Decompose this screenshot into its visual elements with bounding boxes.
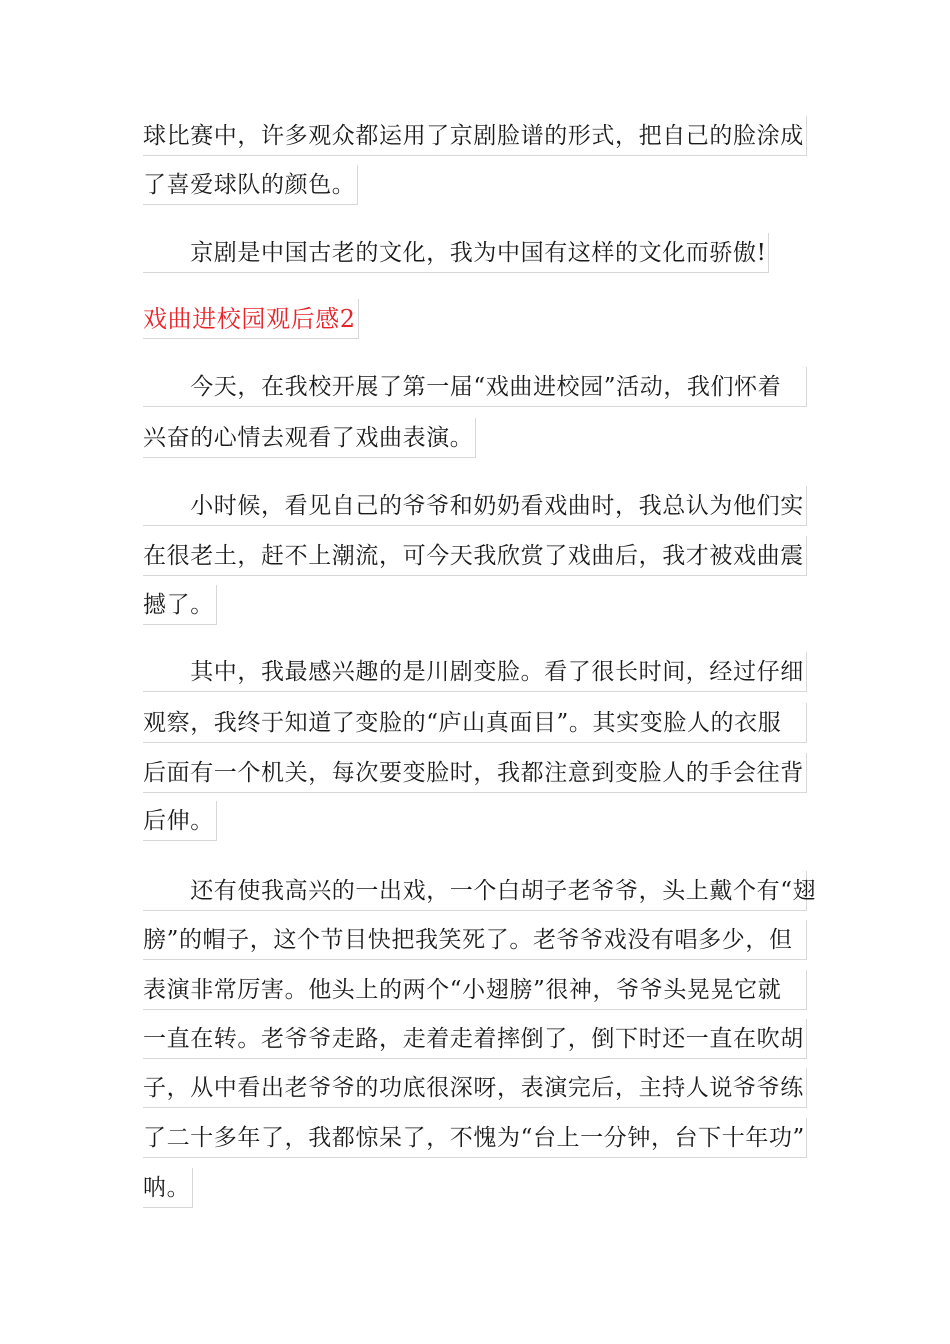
text-line: 京剧是中国古老的文化，我为中国有这样的文化而骄傲! — [143, 233, 769, 273]
text-line: 还有使我高兴的一出戏，一个白胡子老爷爷，头上戴个有“翅 — [143, 871, 807, 911]
text-line: 今天，在我校开展了第一届“戏曲进校园”活动，我们怀着 — [143, 367, 807, 407]
section-heading: 戏曲进校园观后感2 — [143, 299, 359, 339]
text-line: 膀”的帽子，这个节目快把我笑死了。老爷爷戏没有唱多少，但 — [143, 920, 807, 960]
text-line: 其中，我最感兴趣的是川剧变脸。看了很长时间，经过仔细 — [143, 652, 807, 692]
text-line: 撼了。 — [143, 585, 217, 625]
text-line: 了二十多年了，我都惊呆了，不愧为“台上一分钟，台下十年功” — [143, 1118, 807, 1158]
text-line: 了喜爱球队的颜色。 — [143, 165, 358, 205]
text-line: 表演非常厉害。他头上的两个“小翅膀”很神，爷爷头晃晃它就 — [143, 970, 807, 1010]
text-line: 子，从中看出老爷爷的功底很深呀，表演完后，主持人说爷爷练 — [143, 1068, 807, 1108]
text-line: 后面有一个机关，每次要变脸时，我都注意到变脸人的手会往背 — [143, 753, 807, 793]
text-line: 观察，我终于知道了变脸的“庐山真面目”。其实变脸人的衣服 — [143, 703, 807, 743]
text-line: 一直在转。老爷爷走路，走着走着摔倒了，倒下时还一直在吹胡 — [143, 1019, 807, 1059]
text-line: 后伸。 — [143, 801, 217, 841]
text-line: 呐。 — [143, 1168, 193, 1208]
text-line: 兴奋的心情去观看了戏曲表演。 — [143, 418, 476, 458]
text-line: 球比赛中，许多观众都运用了京剧脸谱的形式，把自己的脸涂成 — [143, 116, 807, 156]
text-line: 小时候，看见自己的爷爷和奶奶看戏曲时，我总认为他们实 — [143, 486, 807, 526]
text-line: 在很老土，赶不上潮流，可今天我欣赏了戏曲后，我才被戏曲震 — [143, 536, 807, 576]
